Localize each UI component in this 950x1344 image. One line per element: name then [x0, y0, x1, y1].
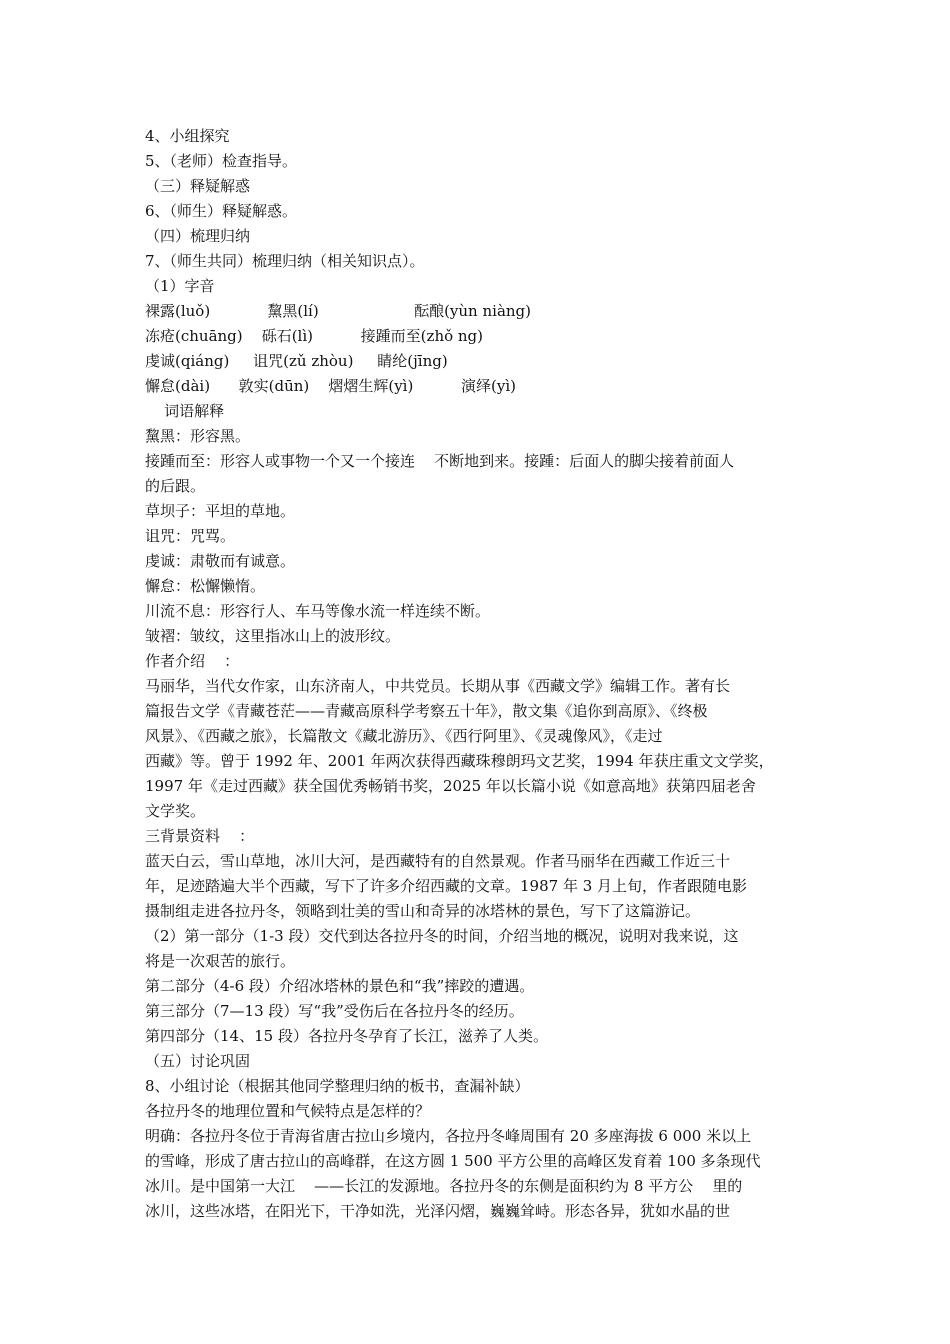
paragraph-line: 第三部分（7—13 段）写“我”受伤后在各拉丹冬的经历。 — [145, 1002, 524, 1020]
subsection-heading: （1）字音 — [145, 277, 215, 295]
paragraph-line: 冰川，这些冰塔，在阳光下，干净如洗，光泽闪熠，巍巍耸峙。形态各异，犹如水晶的世 — [145, 1202, 731, 1220]
definition-line: 的后跟。 — [145, 477, 206, 495]
definition-line: 川流不息：形容行人、车马等像水流一样连续不断。 — [145, 602, 491, 620]
text-line: 4、小组探究 — [145, 127, 230, 145]
text-line: 6、（师生）释疑解惑。 — [145, 202, 298, 220]
section-heading: （五）讨论巩固 — [145, 1052, 251, 1070]
definition-line: 草坝子：平坦的草地。 — [145, 502, 296, 520]
definition-line: 黧黑：形容黑。 — [145, 427, 251, 445]
subsection-heading: 三背景资料 ： — [145, 827, 255, 845]
text-line: 8、小组讨论（根据其他同学整理归纳的板书，查漏补缺） — [145, 1077, 530, 1095]
subsection-heading: 词语解释 — [145, 402, 225, 420]
paragraph-line: 文学奖。 — [145, 802, 206, 820]
paragraph-line: 冰川。是中国第一大江 ——长江的发源地。各拉丹冬的东侧是面积约为 8 平方公 里的 — [145, 1177, 743, 1195]
definition-line: 诅咒：咒骂。 — [145, 527, 236, 545]
paragraph-line: 蓝天白云，雪山草地，冰川大河，是西藏特有的自然景观。作者马丽华在西藏工作近三十 — [145, 852, 731, 870]
paragraph-line: 马丽华，当代女作家，山东济南人，中共党员。长期从事《西藏文学》编辑工作。著有长 — [145, 677, 731, 695]
paragraph-line: （2）第一部分（1-3 段）交代到达各拉丹冬的时间，介绍当地的概况，说明对我来说，这 — [145, 927, 739, 945]
pronunciation-row: 裸露(luǒ) 黧黑(lí) 酝酿(yùn niàng) — [145, 302, 532, 320]
definition-line: 接踵而至：形容人或事物一个又一个接连 不断地到来。接踵：后面人的脚尖接着前面人 — [145, 452, 735, 470]
paragraph-line: 第二部分（4-6 段）介绍冰塔林的景色和“我”摔跤的遭遇。 — [145, 977, 535, 995]
paragraph-line: 篇报告文学《青藏苍茫——青藏高原科学考察五十年》，散文集《追你到高原》、《终极 — [145, 702, 708, 720]
paragraph-line: 的雪峰，形成了唐古拉山的高峰群，在这方圆 1 500 平方公里的高峰区发育着 100 多条现代 — [145, 1152, 761, 1170]
paragraph-line: 第四部分（14、15 段）各拉丹冬孕育了长江，滋养了人类。 — [145, 1027, 548, 1045]
pronunciation-row: 冻疮(chuāng) 砾石(lì) 接踵而至(zhǒ ng) — [145, 327, 484, 345]
paragraph-line: 摄制组走进各拉丹冬，领略到壮美的雪山和奇异的冰塔林的景色，写下了这篇游记。 — [145, 902, 701, 920]
paragraph-line: 明确：各拉丹冬位于青海省唐古拉山乡境内，各拉丹冬峰周围有 20 多座海拔 6 000 米以上 — [145, 1127, 752, 1145]
text-line: 7、（师生共同）梳理归纳（相关知识点）。 — [145, 252, 425, 270]
paragraph-line: 风景》、《西藏之旅》，长篇散文《藏北游历》、《西行阿里》、《灵魂像风》，《走过 — [145, 727, 663, 745]
paragraph-line: 将是一次艰苦的旅行。 — [145, 952, 296, 970]
text-line: 5、（老师）检查指导。 — [145, 152, 298, 170]
definition-line: 虔诚：肃敬而有诚意。 — [145, 552, 296, 570]
paragraph-line: 年，足迹踏遍大半个西藏，写下了许多介绍西藏的文章。1987 年 3 月上旬，作者跟随电影 — [145, 877, 748, 895]
pronunciation-row: 懈怠(dài) 敦实(dūn) 熠熠生辉(yì) 演绎(yì) — [145, 377, 516, 395]
section-heading: （四）梳理归纳 — [145, 227, 251, 245]
definition-line: 皱褶：皱纹，这里指冰山上的波形纹。 — [145, 627, 401, 645]
subsection-heading: 作者介绍 ： — [145, 652, 240, 670]
pronunciation-row: 虔诚(qiáng) 诅咒(zǔ zhòu) 睛纶(jīng) — [145, 352, 448, 370]
definition-line: 懈怠：松懈懒惰。 — [145, 577, 266, 595]
paragraph-line: 西藏》等。曾于 1992 年、2001 年两次获得西藏珠穆朗玛文艺奖，1994 年获庄重文文学奖， — [145, 752, 774, 770]
paragraph-line: 1997 年《走过西藏》获全国优秀畅销书奖，2025 年以长篇小说《如意高地》获第四届老舍 — [145, 777, 756, 795]
section-heading: （三）释疑解惑 — [145, 177, 251, 195]
question-line: 各拉丹冬的地理位置和气候特点是怎样的？ — [145, 1102, 431, 1120]
document-body — [145, 124, 810, 1224]
